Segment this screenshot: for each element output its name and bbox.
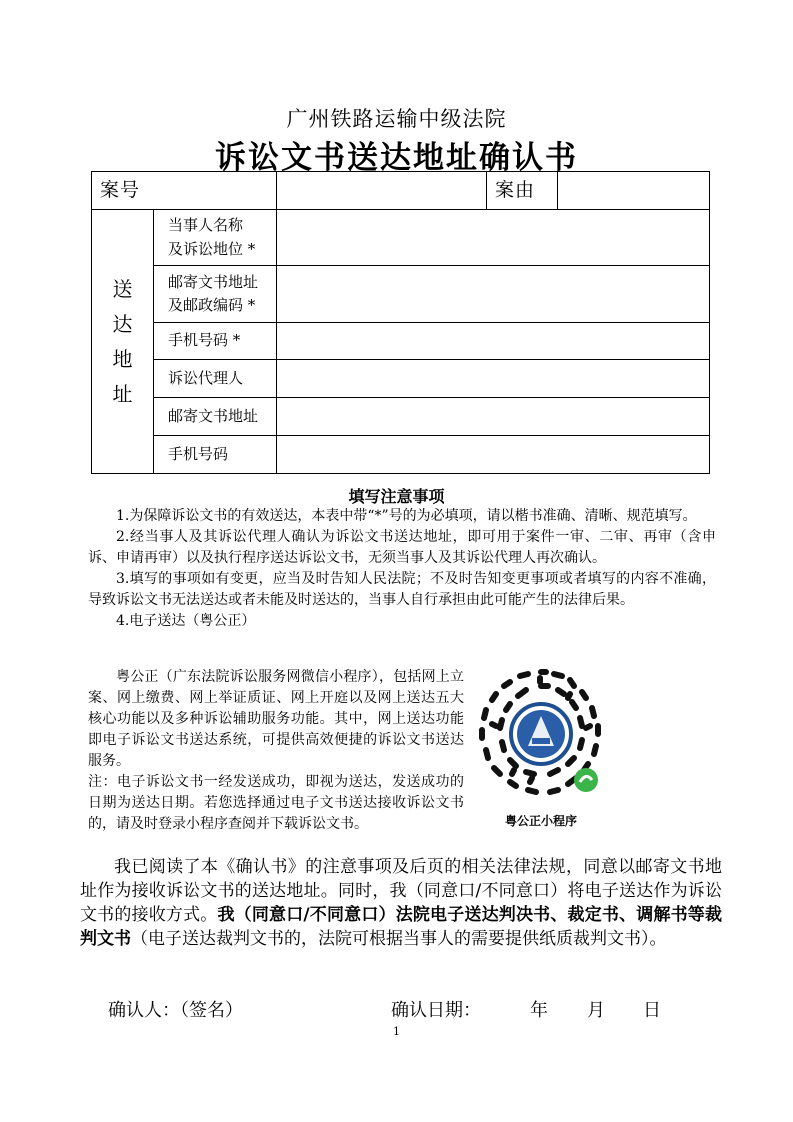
party-name-label: 当事人名称 及诉讼地位 * bbox=[154, 210, 277, 266]
note-item: 2.经当事人及其诉讼代理人确认为诉讼文书送达地址，即可用于案件一审、二审、再审（含申诉、申请再审）以及执行程序送达诉讼文书，无须当事人及其诉讼代理人再次确认。 bbox=[88, 529, 716, 566]
confirmer-signature-label: 确认人：（签名） bbox=[108, 1000, 243, 1021]
mini-program-qr-code bbox=[470, 664, 612, 804]
notes-title: 填写注意事项 bbox=[348, 487, 445, 506]
confirmation-text: 我已阅读了本《确认书》的注意事项及后页的相关法律法规，同意以邮寄文书地址作为接收诉讼文书的送达地址。同时，我（同意口/不同意口）将电子送达作为诉讼文书的接收方式。 bbox=[80, 857, 722, 925]
court-name: 广州铁路运输中级法院 bbox=[286, 107, 507, 131]
case-number-label: 案号 bbox=[92, 172, 277, 210]
agent-mailing-address-field[interactable] bbox=[277, 398, 710, 436]
confirmation-statement bbox=[80, 855, 722, 951]
document-title: 诉讼文书送达地址确认书 bbox=[215, 140, 578, 176]
phone-field[interactable] bbox=[277, 323, 710, 360]
qr-code-block bbox=[470, 664, 612, 829]
e-service-desc: 粤公正（广东法院诉讼服务网微信小程序），包括网上立案、网上缴费、网上举证质证、网上开庭以及网上送达五大核心功能以及多种诉讼辅助服务功能。其中，网上送达功能即电子诉讼文书送达系统，可提供高效便捷的诉讼文书送达服务。 bbox=[88, 669, 464, 769]
note-item: 3.填写的事项如有变更，应当及时告知人民法院；不及时告知变更事项或者填写的内容不准确，导致诉讼文书无法送达或者未能及时送达的，当事人自行承担由此可能产生的法律后果。 bbox=[88, 571, 716, 608]
agent-field[interactable] bbox=[277, 360, 710, 398]
e-service-note: 注：电子诉讼文书一经发送成功，即视为送达，发送成功的日期为送达日期。若您选择通过电子文书送达接收诉讼文书的，请及时登录小程序查阅并下载诉讼文书。 bbox=[88, 774, 464, 832]
qr-caption: 粤公正小程序 bbox=[504, 814, 577, 828]
agent-phone-field[interactable] bbox=[277, 436, 710, 474]
confirm-date-label: 确认日期： bbox=[391, 1000, 481, 1021]
phone-label: 手机号码 * bbox=[154, 323, 277, 360]
agent-phone-label: 手机号码 bbox=[154, 436, 277, 474]
e-service-description bbox=[88, 667, 464, 835]
mailing-address-label: 邮寄文书地址 及邮政编码 * bbox=[154, 266, 277, 323]
date-day-label: 日 bbox=[643, 1000, 661, 1021]
mailing-address-field[interactable] bbox=[277, 266, 710, 323]
case-number-field[interactable] bbox=[277, 172, 487, 210]
date-year-label: 年 bbox=[530, 1000, 548, 1021]
case-cause-label: 案由 bbox=[487, 172, 558, 210]
confirmation-tail: （电子送达裁判文书的，法院可根据当事人的需要提供纸质裁判文书）。 bbox=[131, 929, 667, 949]
notes-list bbox=[88, 506, 716, 632]
confirmation-bold-text: 我（同意口/不同意口）法院电子送达判决书、裁定书、调解书等裁判文书 bbox=[80, 905, 722, 949]
agent-label: 诉讼代理人 bbox=[154, 360, 277, 398]
note-item: 1.为保障诉讼文书的有效送达，本表中带“*”号的为必填项，请以楷书准确、清晰、规范填写。 bbox=[116, 508, 697, 524]
date-month-label: 月 bbox=[587, 1000, 605, 1021]
address-form-table bbox=[91, 171, 710, 474]
service-address-side-label: 送 达 地 址 bbox=[92, 210, 154, 474]
page-number: 1 bbox=[393, 1025, 400, 1038]
note-item-e-service-heading: 4.电子送达（粤公正） bbox=[116, 613, 256, 629]
case-cause-field[interactable] bbox=[558, 172, 710, 210]
agent-mailing-address-label: 邮寄文书地址 bbox=[154, 398, 277, 436]
party-name-field[interactable] bbox=[277, 210, 710, 266]
